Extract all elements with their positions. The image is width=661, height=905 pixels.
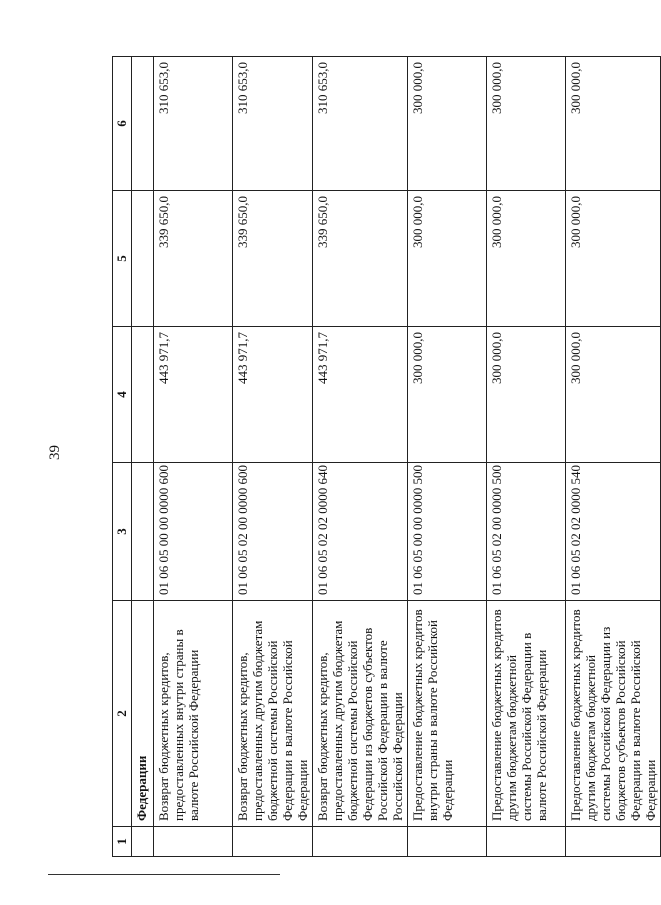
- row-value-col6: 310 653,0: [313, 57, 408, 191]
- row-value-col5: 300 000,0: [566, 191, 661, 327]
- row-value-col4: 300 000,0: [408, 327, 487, 463]
- row-code: 01 06 05 02 00 0000 600: [233, 463, 313, 601]
- row-value-col6: 300 000,0: [566, 57, 661, 191]
- row-num-cell: [487, 827, 566, 857]
- section-empty-cell: [132, 57, 154, 191]
- section-empty-cell: [132, 827, 154, 857]
- row-num-cell: [233, 827, 313, 857]
- row-value-col4: 300 000,0: [566, 327, 661, 463]
- table-row: [487, 57, 566, 857]
- table-row: [313, 57, 408, 857]
- row-value-col6: 300 000,0: [487, 57, 566, 191]
- table-header-row: [113, 57, 132, 857]
- header-col-4: 4: [113, 327, 132, 463]
- row-value-col6: 310 653,0: [154, 57, 233, 191]
- row-description: Возврат бюджетных кредитов, предоставленных другим бюджетам бюджетной системы Российской Федерации из бюджетов субъектов Российской Федерации в валюте Российской Федерации: [313, 601, 408, 827]
- row-description: Предоставление бюджетных кредитов другим бюджетам бюджетной системы Российской Федерации из бюджетов субъектов Российской Федерации в валюте Российской Федерации: [566, 601, 661, 827]
- row-value-col6: 310 653,0: [233, 57, 313, 191]
- table-row: [154, 57, 233, 857]
- table-row: [408, 57, 487, 857]
- section-empty-cell: [132, 463, 154, 601]
- table-row: [566, 57, 661, 857]
- row-description: Возврат бюджетных кредитов, предоставленных внутри страны в валюте Российской Федерации: [154, 601, 233, 827]
- row-num-cell: [154, 827, 233, 857]
- row-value-col4: 443 971,7: [313, 327, 408, 463]
- page-number: 39: [47, 445, 63, 460]
- row-code: 01 06 05 00 00 0000 600: [154, 463, 233, 601]
- row-value-col5: 339 650,0: [313, 191, 408, 327]
- footer-divider: [48, 874, 280, 875]
- row-value-col5: 339 650,0: [233, 191, 313, 327]
- section-row: [132, 57, 154, 857]
- header-col-3: 3: [113, 463, 132, 601]
- row-description: Предоставление бюджетных кредитов внутри страны в валюте Российской Федерации: [408, 601, 487, 827]
- row-code: 01 06 05 00 00 0000 500: [408, 463, 487, 601]
- row-value-col4: 300 000,0: [487, 327, 566, 463]
- row-value-col6: 300 000,0: [408, 57, 487, 191]
- header-col-1: 1: [113, 827, 132, 857]
- budget-table: [112, 56, 661, 857]
- rotated-table-container: [112, 57, 658, 857]
- header-col-6: 6: [113, 57, 132, 191]
- row-num-cell: [408, 827, 487, 857]
- row-code: 01 06 05 02 02 0000 540: [566, 463, 661, 601]
- row-code: 01 06 05 02 02 0000 640: [313, 463, 408, 601]
- row-value-col5: 339 650,0: [154, 191, 233, 327]
- header-col-2: 2: [113, 601, 132, 827]
- row-value-col4: 443 971,7: [154, 327, 233, 463]
- row-value-col5: 300 000,0: [487, 191, 566, 327]
- row-num-cell: [566, 827, 661, 857]
- section-empty-cell: [132, 191, 154, 327]
- row-num-cell: [313, 827, 408, 857]
- header-col-5: 5: [113, 191, 132, 327]
- row-description: Предоставление бюджетных кредитов другим бюджетам бюджетной системы Российской Федерации в валюте Российской Федерации: [487, 601, 566, 827]
- section-label: Федерации: [132, 601, 154, 827]
- row-value-col5: 300 000,0: [408, 191, 487, 327]
- table-row: [233, 57, 313, 857]
- row-code: 01 06 05 02 00 0000 500: [487, 463, 566, 601]
- row-value-col4: 443 971,7: [233, 327, 313, 463]
- row-description: Возврат бюджетных кредитов, предоставленных другим бюджетам бюджетной системы Российской Федерации в валюте Российской Федерации: [233, 601, 313, 827]
- section-empty-cell: [132, 327, 154, 463]
